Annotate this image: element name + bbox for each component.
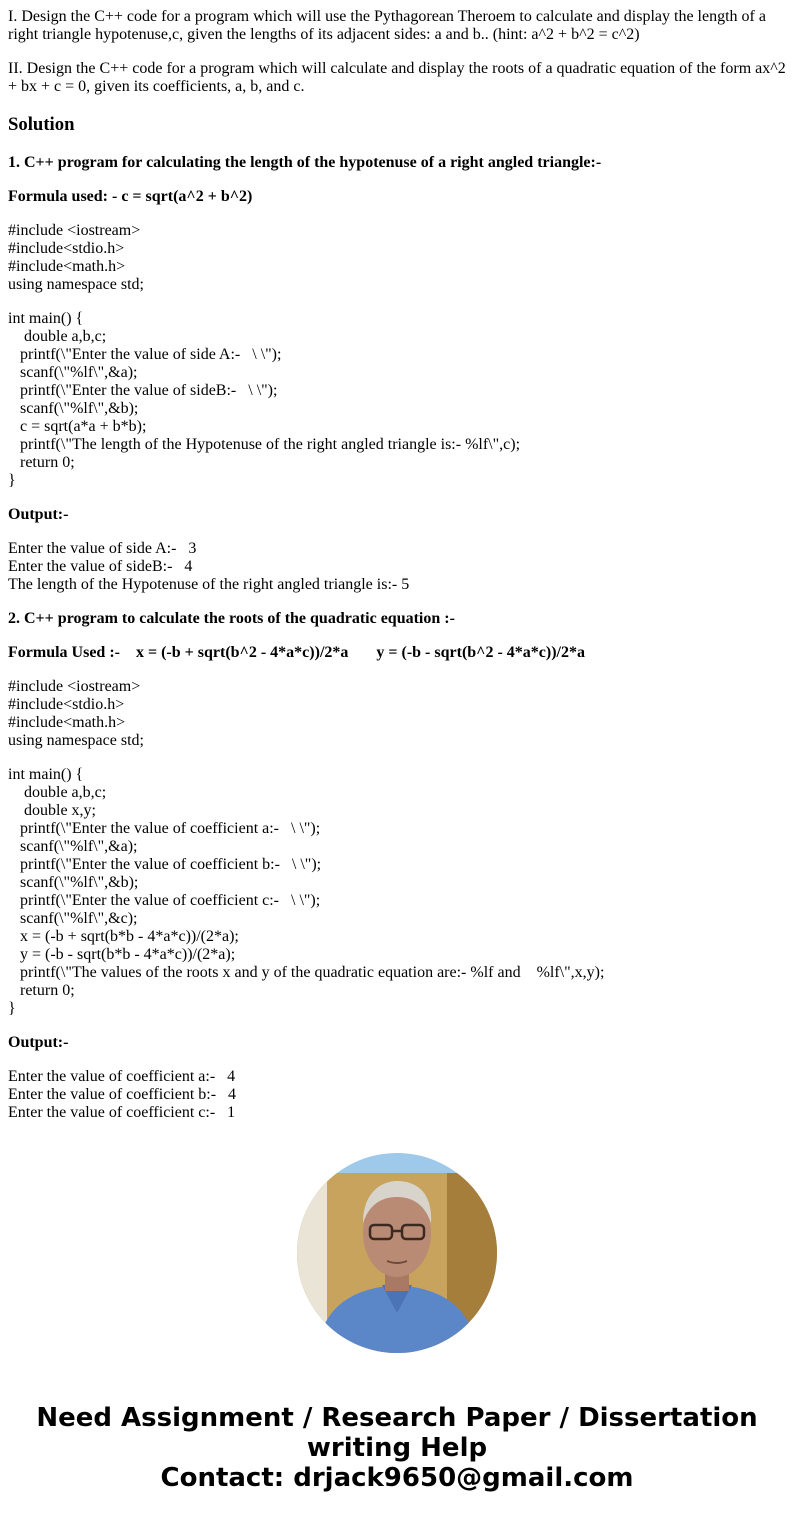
- code-line: }: [8, 1000, 16, 1017]
- code-line: #include<math.h>: [8, 258, 126, 275]
- question-part-2: II. Design the C++ code for a program which will calculate and display the roots of a quadratic equation of the form ax^2 + bx + c = 0, given its coefficients, a, b, and c.: [8, 60, 786, 95]
- section-2-formula: Formula Used :- x = (-b + sqrt(b^2 - 4*a*c))/2*a y = (-b - sqrt(b^2 - 4*a*c))/2*a: [8, 644, 585, 661]
- document-body: [8, 0, 788, 1122]
- output-line: Enter the value of coefficient b:- 4: [8, 1086, 237, 1103]
- section-1-title: 1. C++ program for calculating the length of the hypotenuse of a right angled triangle:-: [8, 154, 602, 171]
- code-line: double x,y;: [8, 802, 96, 819]
- wall-panel: [297, 1173, 327, 1353]
- section-2-output: [8, 1068, 788, 1122]
- code-line: y = (-b - sqrt(b*b - 4*a*c))/(2*a);: [8, 946, 236, 963]
- promo-contact: Contact: drjack9650@gmail.com: [160, 1463, 634, 1493]
- code-line: return 0;: [8, 982, 75, 999]
- code-line: printf(\"The length of the Hypotenuse of the right angled triangle is:- %lf\",c);: [8, 436, 521, 453]
- code-line: x = (-b + sqrt(b*b - 4*a*c))/(2*a);: [8, 928, 239, 945]
- output-line: Enter the value of coefficient c:- 1: [8, 1104, 236, 1121]
- output-line: The length of the Hypotenuse of the right angled triangle is:- 5: [8, 576, 410, 593]
- code-line: scanf(\"%lf\",&a);: [8, 364, 138, 381]
- code-line: double a,b,c;: [8, 328, 107, 345]
- author-portrait-image: [297, 1153, 497, 1353]
- code-line: c = sqrt(a*a + b*b);: [8, 418, 147, 435]
- solution-heading: Solution: [8, 114, 75, 135]
- promo-banner: [0, 1403, 794, 1493]
- section-1-formula: Formula used: - c = sqrt(a^2 + b^2): [8, 188, 253, 205]
- code-line: scanf(\"%lf\",&b);: [8, 874, 139, 891]
- code-line: printf(\"Enter the value of coefficient b:- \ \");: [8, 856, 322, 873]
- code-line: #include<stdio.h>: [8, 240, 125, 257]
- output-line: Enter the value of side A:- 3: [8, 540, 197, 557]
- code-line: scanf(\"%lf\",&b);: [8, 400, 139, 417]
- code-line: using namespace std;: [8, 732, 144, 749]
- code-line: #include<math.h>: [8, 714, 126, 731]
- section-1-output-label: Output:-: [8, 506, 69, 523]
- code-line: printf(\"Enter the value of sideB:- \ \");: [8, 382, 278, 399]
- code-line: }: [8, 472, 16, 489]
- code-line: printf(\"Enter the value of side A:- \ \");: [8, 346, 282, 363]
- promo-line-2: writing Help: [306, 1433, 488, 1463]
- output-line: Enter the value of sideB:- 4: [8, 558, 193, 575]
- promo-line-1: Need Assignment / Research Paper / Dissertation: [36, 1403, 758, 1433]
- code-line: printf(\"The values of the roots x and y of the quadratic equation are:- %lf and %lf\",x,y);: [8, 964, 605, 981]
- section-2-title: 2. C++ program to calculate the roots of the quadratic equation :-: [8, 610, 455, 627]
- code-line: #include <iostream>: [8, 678, 141, 695]
- code-line: int main() {: [8, 766, 84, 783]
- code-line: double a,b,c;: [8, 784, 107, 801]
- section-2-code: [8, 766, 788, 1018]
- code-line: return 0;: [8, 454, 75, 471]
- code-line: #include <iostream>: [8, 222, 141, 239]
- code-line: printf(\"Enter the value of coefficient c:- \ \");: [8, 892, 321, 909]
- code-line: printf(\"Enter the value of coefficient a:- \ \");: [8, 820, 321, 837]
- section-1-code: [8, 310, 788, 490]
- code-line: using namespace std;: [8, 276, 144, 293]
- output-line: Enter the value of coefficient a:- 4: [8, 1068, 236, 1085]
- code-line: scanf(\"%lf\",&c);: [8, 910, 138, 927]
- section-2-output-label: Output:-: [8, 1034, 69, 1051]
- code-line: #include<stdio.h>: [8, 696, 125, 713]
- author-avatar: [297, 1153, 497, 1353]
- code-line: scanf(\"%lf\",&a);: [8, 838, 138, 855]
- section-1-includes: [8, 222, 788, 294]
- question-part-1: I. Design the C++ code for a program which will use the Pythagorean Theroem to calculate and display the length of a right triangle hypotenuse,c, given the lengths of its adjacent sides: a and b.. (hint: a^2 + b^2 = c^2): [8, 8, 766, 43]
- section-2-includes: [8, 678, 788, 750]
- section-1-output: [8, 540, 788, 594]
- code-line: int main() {: [8, 310, 84, 327]
